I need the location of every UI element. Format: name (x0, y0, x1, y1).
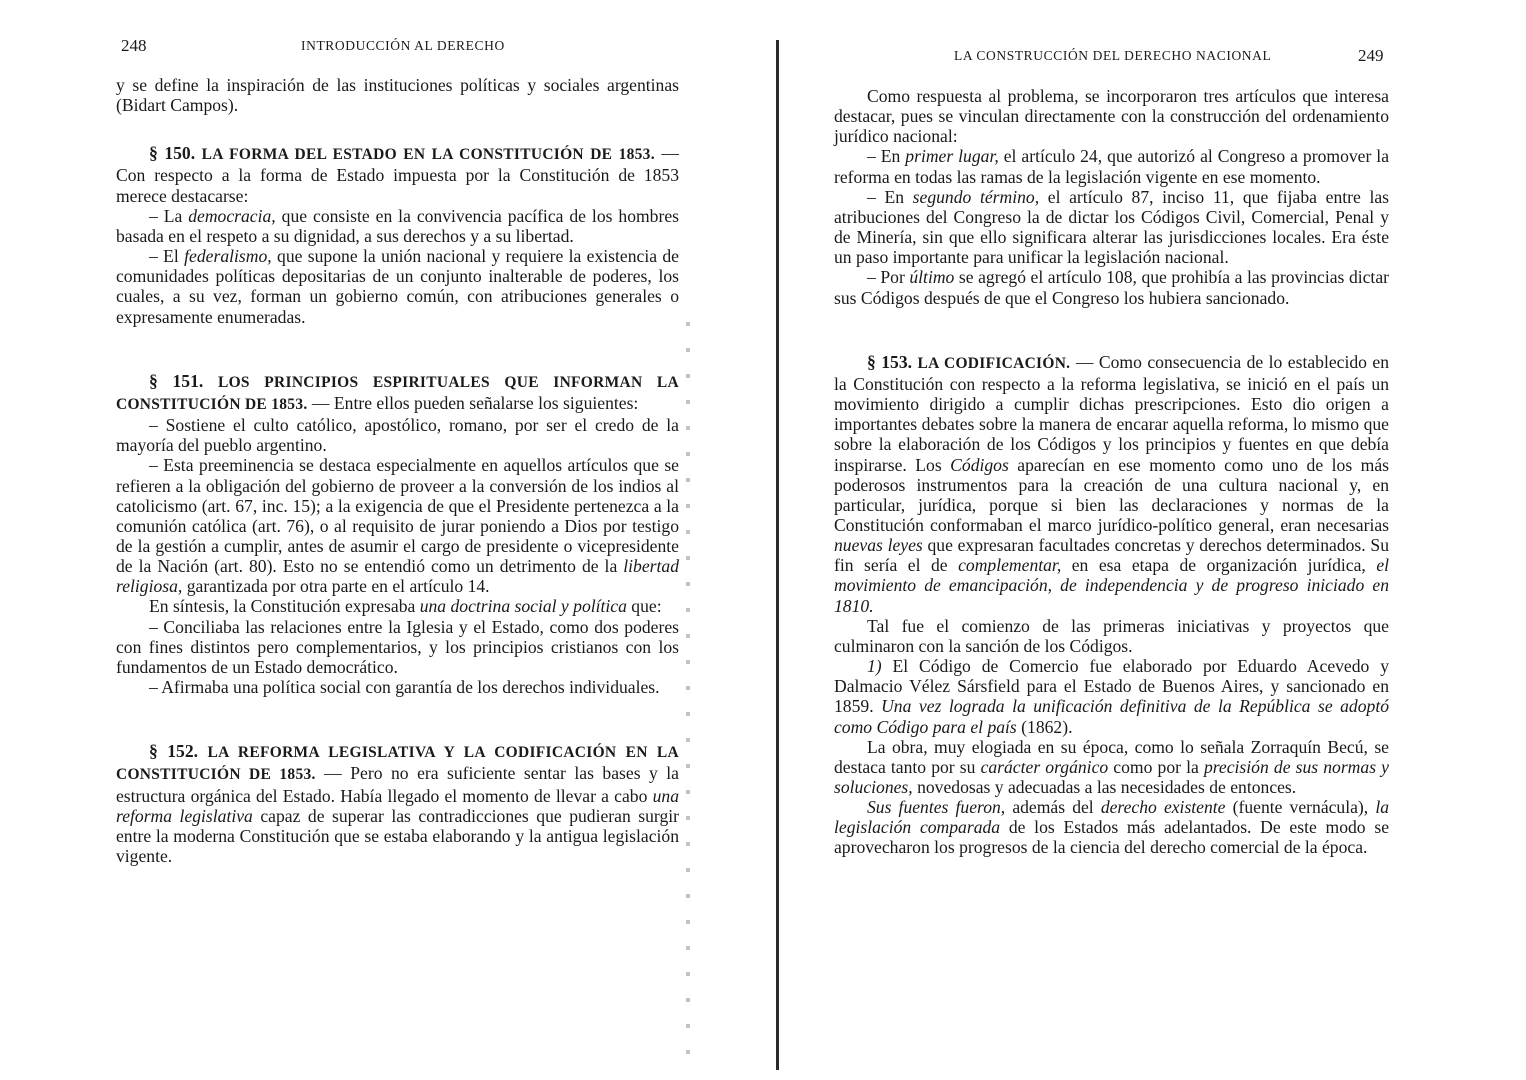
bullet-item: – Conciliaba las relaciones entre la Iglesia y el Estado, como dos poderes con fines distintos pero complementarios, y los principios cristianos con los fundamentos de un Estado democrático. (116, 616, 679, 677)
paragraph: Tal fue el comienzo de las primeras iniciativas y proyectos que culminaron con la sanción de los Códigos. (834, 615, 1389, 656)
bullet-item: – Sostiene el culto católico, apostólico, romano, por ser el credo de la mayoría del pueblo argentino. (116, 415, 679, 456)
section-title: LA REFORMA LEGISLATIVA Y LA CODIFICACIÓN EN LA CONSTITUCIÓN DE 1853. (116, 744, 679, 784)
bullet-item: – Esta preeminencia se destaca especialmente en aquellos artículos que se refieren a la obligación del gobierno de proveer a la conversión de los indios al catolicismo (art. 67, inc. 15); a la exigencia de que el Presidente pertenezca a la comunión católica (art. 76), o al requisito de jurar poniendo a Dios por testigo de la gestión a cumplir, antes de asumir el cargo de presidente o vicepresidente de la Nación (art. 80). Esto no se entendió como un detrimento de la libertad religiosa, garantizada por otra parte en el artículo 14. (116, 455, 679, 597)
section-number: § 153. (867, 351, 913, 372)
paragraph: y se define la inspiración de las instituciones políticas y sociales argentinas (Bidart Campos). (116, 75, 679, 116)
section-152-heading: § 152. LA REFORMA LEGISLATIVA Y LA CODIFICACIÓN EN LA CONSTITUCIÓN DE 1853. — Pero no era suficiente sentar las bases y la estructura orgánica del Estado. Había llegado el momento de llevar a cabo una reforma legislativa capaz de superar las contradicciones que pudieran surgir entre la moderna Constitución que se estaba elaborando y la antigua legislación vigente. (116, 741, 680, 866)
section-151-heading: § 151. LOS PRINCIPIOS ESPIRITUALES QUE INFORMAN LA CONSTITUCIÓN DE 1853. — Entre ellos pueden señalarse los siguientes: (116, 370, 680, 413)
bullet-item: – La democracia, que consiste en la convivencia pacífica de los hombres basada en el respeto a su dignidad, a sus derechos y a su libertad. (116, 205, 679, 246)
page-number: 248 (121, 36, 147, 55)
bullet-item: – El federalismo, que supone la unión nacional y requiere la existencia de comunidades políticas depositarias de un conjunto inalterable de poderes, los cuales, a su vez, forman un gobierno común, con atribuciones generales o expresamente enumeradas. (116, 246, 679, 327)
bullet-item: – En segundo término, el artículo 87, inciso 11, que fijaba entre las atribuciones del Congreso la de dictar los Códigos Civil, Comercial, Penal y de Minería, sin que ello significara alterar las jurisdicciones locales. Era éste un paso importante para unificar la legislación nacional. (834, 186, 1389, 268)
paragraph: En síntesis, la Constitución expresaba una doctrina social y política que: (149, 596, 662, 617)
bullet-item: – Por último se agregó el artículo 108, que prohibía a las provincias dictar sus Códigos después de que el Congreso los hubiera sancionado. (834, 267, 1389, 308)
running-head: LA CONSTRUCCIÓN DEL DERECHO NACIONAL (954, 48, 1272, 63)
left-body (116, 75, 679, 866)
section-title: LOS PRINCIPIOS ESPIRITUALES QUE INFORMAN LA CONSTITUCIÓN DE 1853. (116, 373, 680, 413)
paragraph: Como respuesta al problema, se incorporaron tres artículos que interesa destacar, pues se vinculan directamente con la construcción del ordenamiento jurídico nacional: (834, 86, 1389, 147)
section-title: LA FORMA DEL ESTADO EN LA CONSTITUCIÓN DE 1853. (201, 146, 655, 164)
right-page (770, 0, 1526, 1080)
section-number: § 151. (149, 370, 204, 391)
section-title: LA CODIFICACIÓN. (917, 354, 1071, 372)
paragraph: La obra, muy elogiada en su época, como lo señala Zorraquín Becú, se destaca tanto por su carácter orgánico como por la precisión de sus normas y soluciones, novedosas y adecuadas a las necesidades de entonces. (834, 736, 1389, 797)
section-number: § 150. (149, 143, 196, 164)
section-number: § 152. (149, 741, 199, 762)
page-number: 249 (1358, 46, 1384, 65)
section-153-heading: § 153. LA CODIFICACIÓN. — Como consecuencia de lo establecido en la Constitución con respecto a la reforma legislativa, se inició en el país un movimiento dirigido a cumplir dichas prescripciones. Esto dio origen a importantes debates sobre la manera de encarar aquella reforma, lo mismo que sobre la elaboración de los Códigos y los principios y fuentes en que debía inspirarse. Los Códigos aparecían en ese momento como uno de los más poderosos instrumentos para la creación de una cultura nacional y, en particular, jurídica, porque si bien las declaraciones y normas de la Constitución conformaban el marco jurídico-político general, eran necesarias nuevas leyes que expresaran facultades concretas y derechos determinados. Su fin sería el de complementar, en esa etapa de organización jurídica, el movimiento de emancipación, de independencia y de progreso iniciado en 1810. (834, 351, 1390, 616)
bullet-item: – Afirmaba una política social con garantía de los derechos individuales. (149, 677, 660, 698)
right-body (834, 86, 1389, 858)
bullet-item: – En primer lugar, el artículo 24, que autorizó al Congreso a promover la reforma en todas las ramas de la legislación vigente en ese momento. (834, 146, 1390, 187)
paragraph: Sus fuentes fueron, además del derecho existente (fuente vernácula), la legislación comparada de los Estados más adelantados. De este modo se aprovecharon los progresos de la ciencia del derecho comercial de la época. (834, 797, 1389, 858)
paragraph: 1) El Código de Comercio fue elaborado por Eduardo Acevedo y Dalmacio Vélez Sársfield para el Estado de Buenos Aires, y sancionado en 1859. Una vez lograda la unificación definitiva de la República se adoptó como Código para el país (1862). (834, 656, 1390, 737)
left-page (0, 0, 760, 1080)
running-head: INTRODUCCIÓN AL DERECHO (301, 38, 505, 53)
section-150-heading: § 150. LA FORMA DEL ESTADO EN LA CONSTITUCIÓN DE 1853. — Con respecto a la forma de Estado impuesta por la Constitución de 1853 merece destacarse: (116, 143, 680, 206)
